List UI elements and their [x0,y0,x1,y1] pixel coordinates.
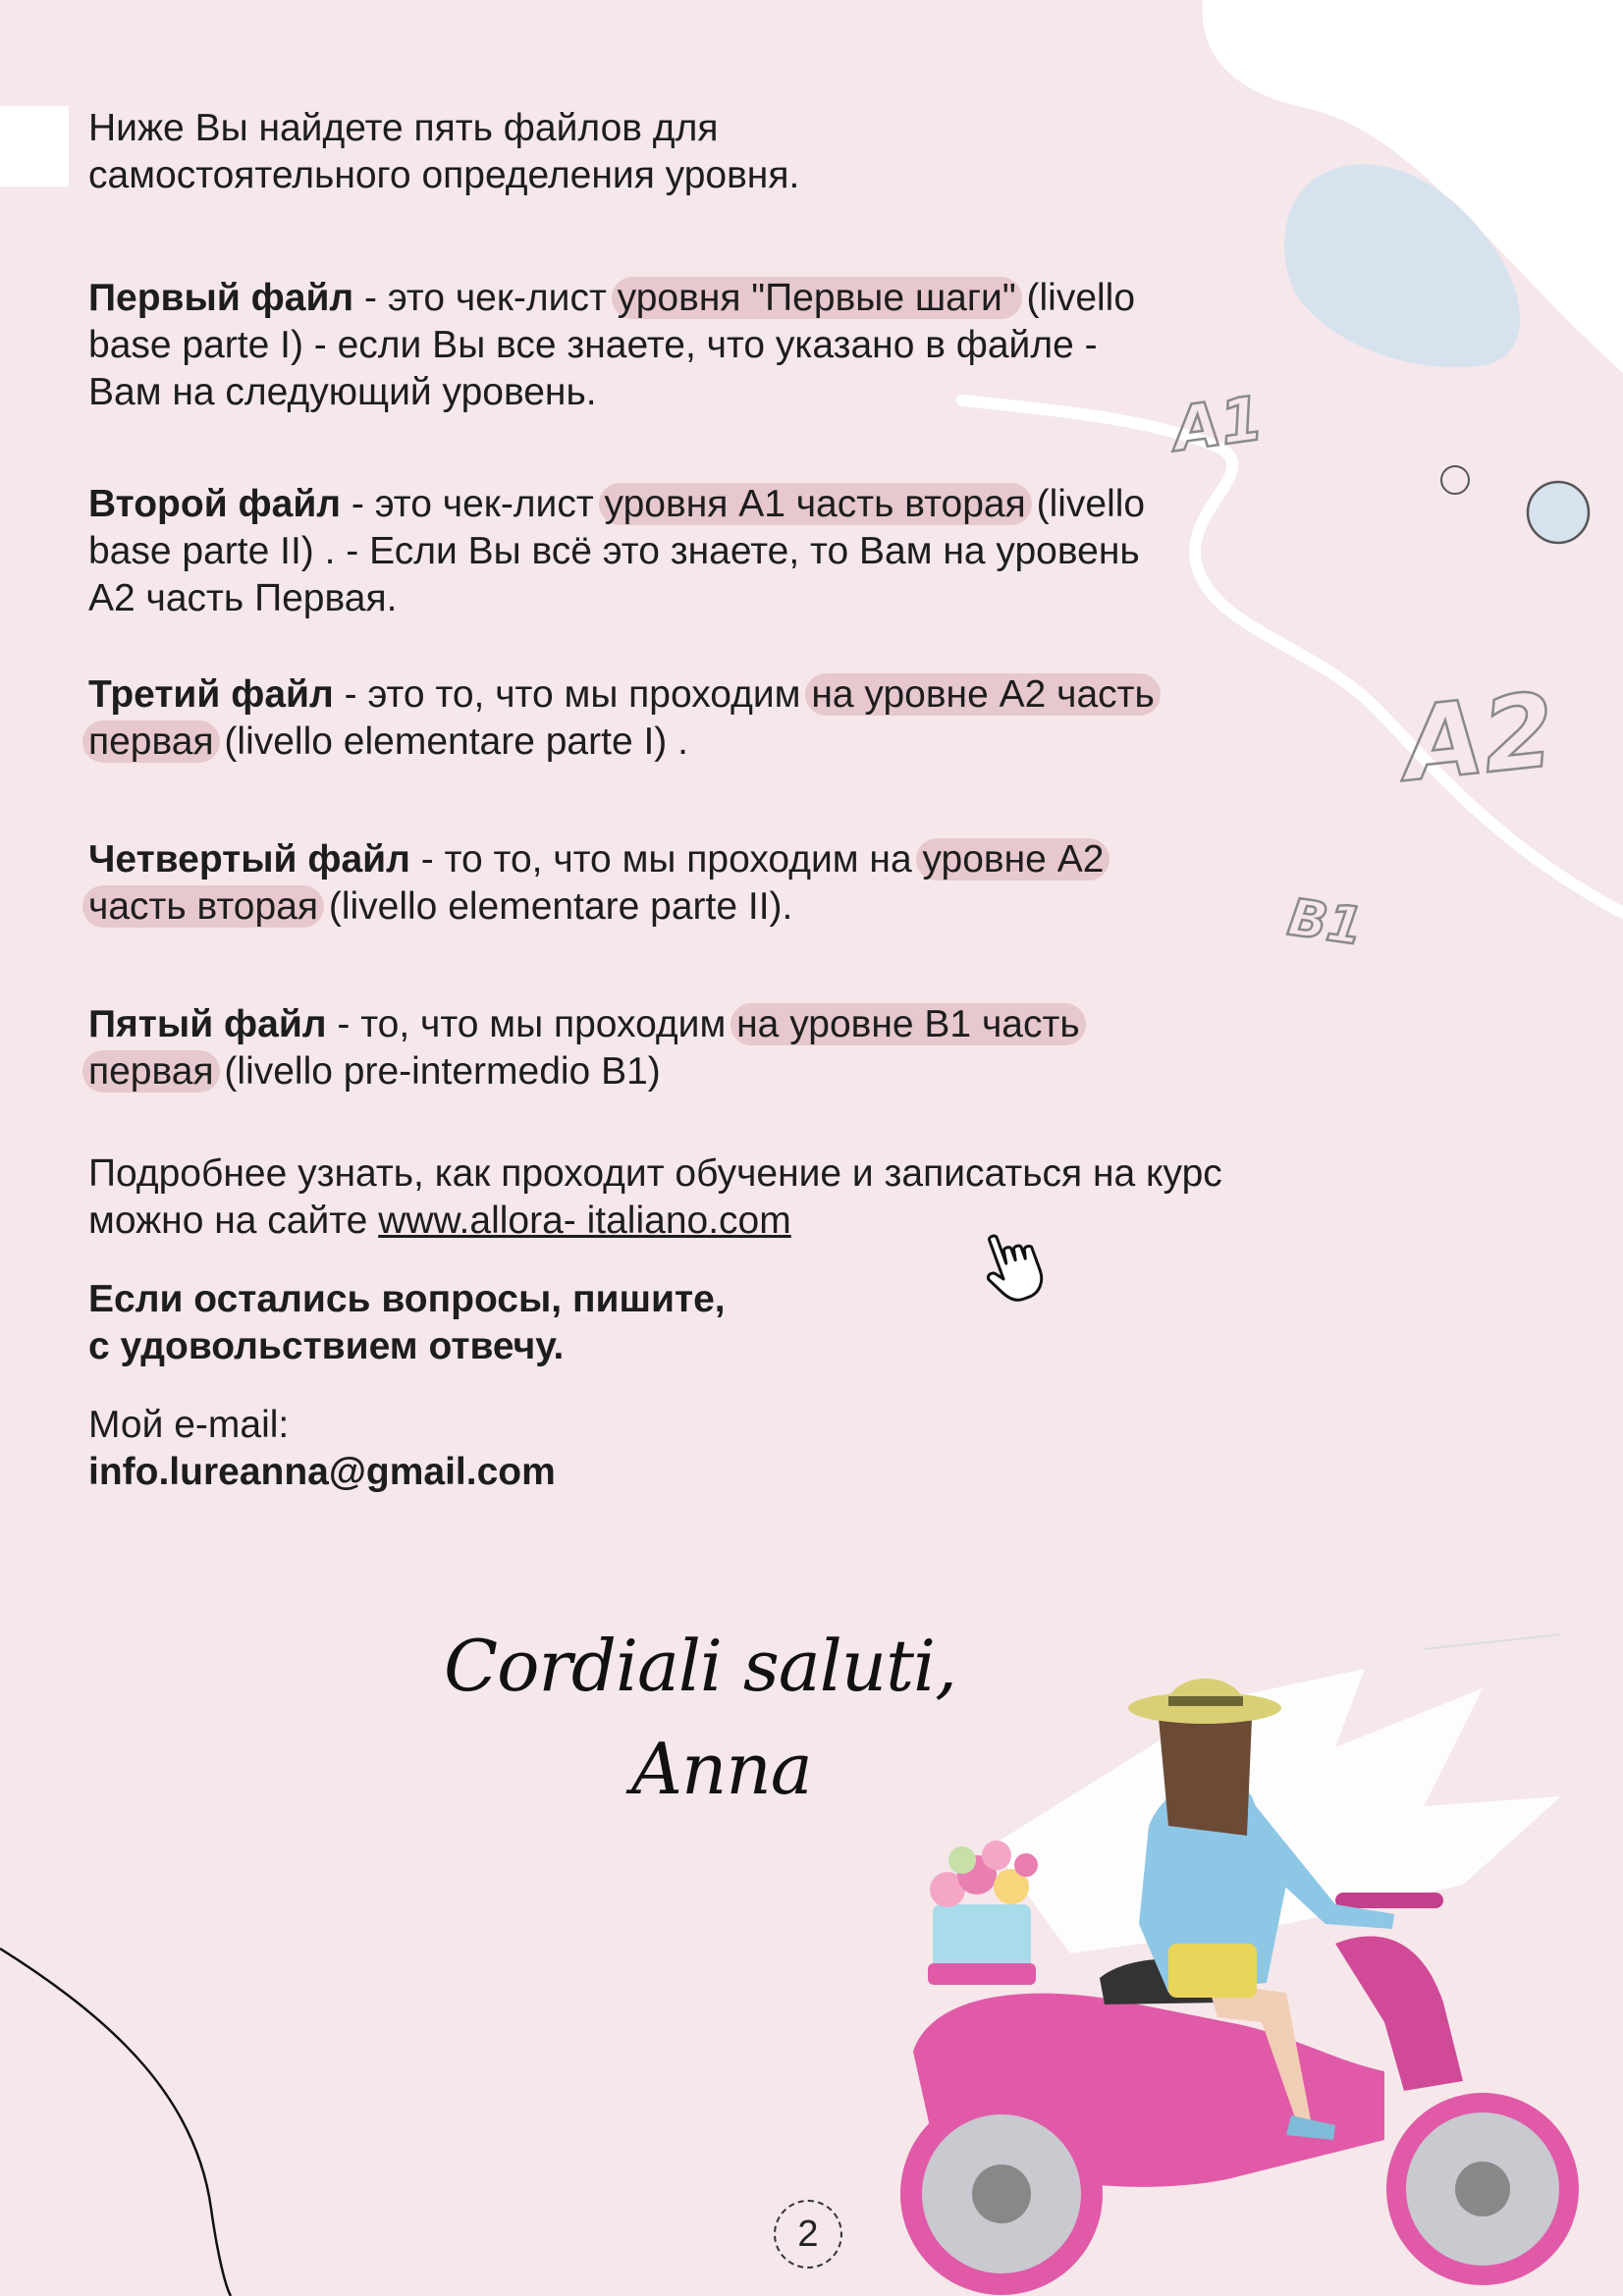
contact-paragraph [88,1402,1247,1496]
file-text: (livello elementare parte I) . [213,721,688,763]
file-text: (livello base parte I) - если Вы все знаете, что указано в файле - Вам на следующий уровень. [88,277,1136,413]
file-title: Третий файл [88,673,334,716]
white-side-tab [0,106,69,187]
questions-paragraph [88,1276,1247,1370]
bottom-left-curve [0,1949,231,2296]
file-highlight: на уровне В1 часть первая [82,1003,1086,1093]
file-paragraph-4 [88,836,1178,931]
file-text: - то то, что мы проходим на [409,838,923,881]
file-text: (livello pre-intermedio B1) [213,1050,661,1093]
file-highlight: уровня А1 часть вторая [599,483,1032,525]
file-text: (livello elementare parte II). [318,885,793,928]
blue-circle [1528,482,1589,543]
questions-line-1: Если остались вопросы, пишите, [88,1278,726,1320]
file-text: - это чек-лист [341,483,605,525]
file-title: Пятый файл [88,1003,327,1045]
girl-on-scooter-illustration [874,1629,1623,2296]
level-tag-b1: B1 [1284,888,1367,957]
more-info-text: Подробнее узнать, как проходит обучение и записаться на курс можно на сайте [88,1152,1222,1242]
file-text: (livello base parte II) . - Если Вы всё это знаете, то Вам на уровень А2 часть Первая. [88,483,1146,619]
file-title: Второй файл [88,483,342,525]
website-link[interactable]: www.allora- italiano.com [378,1200,791,1242]
page-number: 2 [774,2200,842,2269]
file-title: Первый файл [88,277,354,319]
file-highlight: уровне А2 часть вторая [82,838,1109,928]
file-highlight: на уровне А2 часть первая [82,673,1161,763]
file-paragraph-5 [88,1001,1090,1095]
questions-line-2: с удовольствием отвечу. [88,1325,565,1367]
level-tag-a2: A2 [1398,669,1560,805]
email-address[interactable]: info.lureanna@gmail.com [88,1451,556,1493]
signature-line-2: Anna [631,1728,812,1810]
file-text: - это то, что мы проходим [333,673,812,716]
file-title: Четвертый файл [88,838,410,881]
small-circle [1441,466,1469,494]
level-tag-a1: A1 [1168,382,1268,465]
intro-paragraph: Ниже Вы найдете пять файлов для самостоятельного определения уровня. [88,107,800,196]
file-text: - то, что мы проходим [326,1003,737,1045]
signature-line-1: Cordiali saluti, [444,1625,956,1707]
file-paragraph-2 [88,481,1178,622]
more-info-paragraph [88,1150,1296,1245]
file-paragraph-3 [88,671,1178,766]
file-text: - это чек-лист [353,277,618,319]
file-highlight: уровня "Первые шаги" [612,277,1022,319]
email-label: Мой e-mail: [88,1404,290,1446]
file-paragraph-1 [88,275,1178,416]
